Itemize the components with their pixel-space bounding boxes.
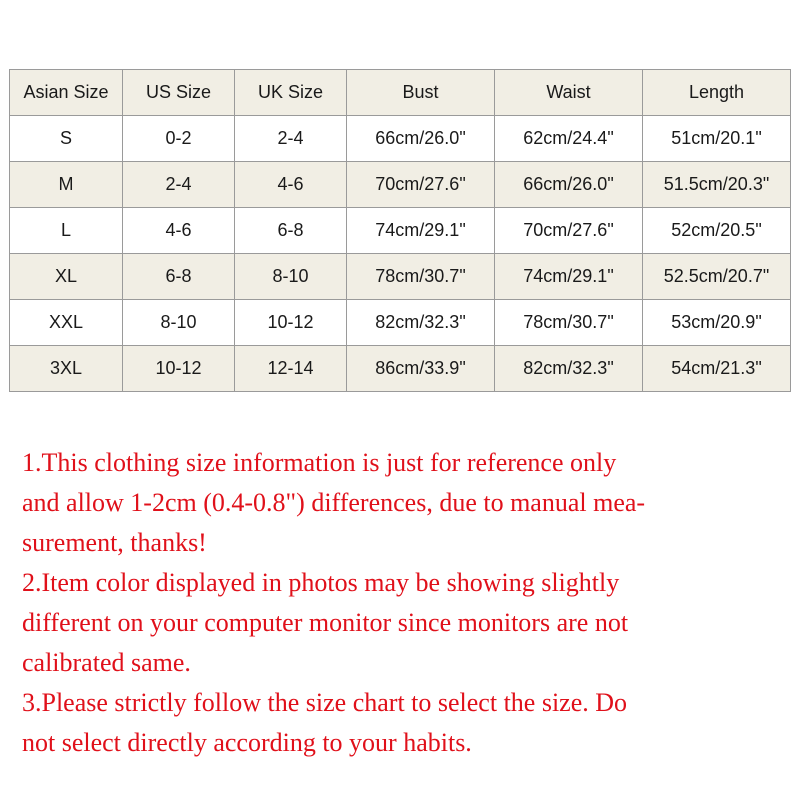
cell-waist: 70cm/27.6" [495,208,643,254]
note-line: 3.Please strictly follow the size chart to select the size. Do [22,688,628,717]
cell-waist: 82cm/32.3" [495,346,643,392]
cell-asian-size: XL [10,254,123,300]
cell-waist: 66cm/26.0" [495,162,643,208]
cell-uk-size: 2-4 [235,116,347,162]
cell-us-size: 6-8 [123,254,235,300]
cell-us-size: 0-2 [123,116,235,162]
note-line: and allow 1-2cm (0.4-0.8") differences, due to manual mea- [22,488,646,517]
cell-waist: 62cm/24.4" [495,116,643,162]
cell-bust: 66cm/26.0" [347,116,495,162]
table-row [10,300,791,346]
cell-waist: 78cm/30.7" [495,300,643,346]
table-row [10,116,791,162]
note-line: surement, thanks! [22,528,207,557]
cell-us-size: 10-12 [123,346,235,392]
cell-asian-size: S [10,116,123,162]
note-line: 1.This clothing size information is just for reference only [22,448,617,477]
table-row [10,162,791,208]
cell-bust: 78cm/30.7" [347,254,495,300]
size-chart-table [9,69,791,392]
cell-asian-size: 3XL [10,346,123,392]
table-row [10,346,791,392]
cell-length: 52cm/20.5" [643,208,791,254]
cell-asian-size: L [10,208,123,254]
table-row [10,208,791,254]
cell-bust: 82cm/32.3" [347,300,495,346]
table-row [10,254,791,300]
header-waist: Waist [495,70,643,116]
header-asian-size: Asian Size [10,70,123,116]
cell-bust: 74cm/29.1" [347,208,495,254]
cell-uk-size: 4-6 [235,162,347,208]
cell-length: 51cm/20.1" [643,116,791,162]
cell-asian-size: XXL [10,300,123,346]
size-notes [22,443,782,763]
table-header-row [10,70,791,116]
cell-us-size: 8-10 [123,300,235,346]
note-line: 2.Item color displayed in photos may be showing slightly [22,568,620,597]
note-line: different on your computer monitor since monitors are not [22,608,629,637]
cell-waist: 74cm/29.1" [495,254,643,300]
header-uk-size: UK Size [235,70,347,116]
cell-length: 52.5cm/20.7" [643,254,791,300]
cell-asian-size: M [10,162,123,208]
cell-uk-size: 6-8 [235,208,347,254]
header-length: Length [643,70,791,116]
header-us-size: US Size [123,70,235,116]
note-line: calibrated same. [22,648,191,677]
cell-uk-size: 10-12 [235,300,347,346]
cell-uk-size: 8-10 [235,254,347,300]
note-line: not select directly according to your habits. [22,728,472,757]
cell-uk-size: 12-14 [235,346,347,392]
cell-length: 54cm/21.3" [643,346,791,392]
header-bust: Bust [347,70,495,116]
cell-bust: 70cm/27.6" [347,162,495,208]
cell-us-size: 2-4 [123,162,235,208]
cell-length: 51.5cm/20.3" [643,162,791,208]
cell-us-size: 4-6 [123,208,235,254]
cell-length: 53cm/20.9" [643,300,791,346]
cell-bust: 86cm/33.9" [347,346,495,392]
